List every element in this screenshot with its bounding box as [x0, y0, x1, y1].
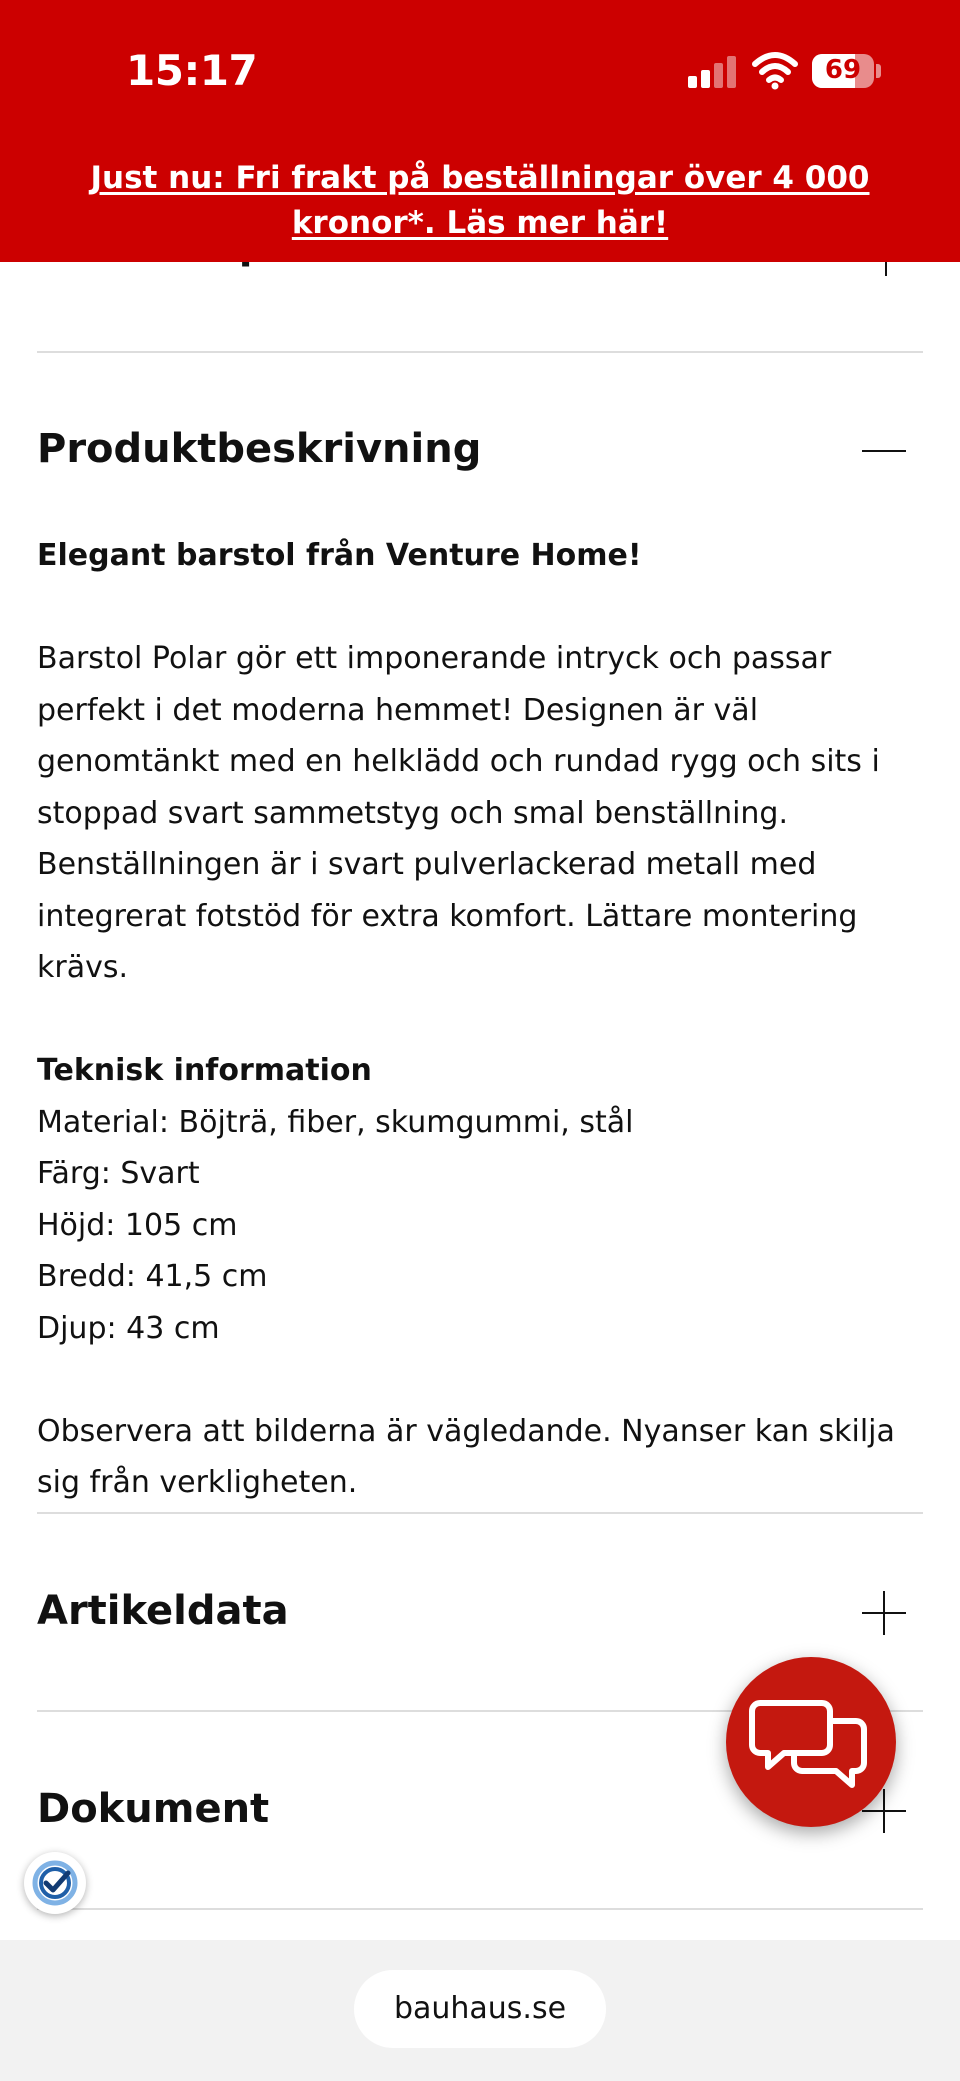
promo-link[interactable]: Just nu: Fri frakt på beställningar över 4 000 kronor*. Läs mer här!: [90, 160, 870, 241]
section-title-documents[interactable]: Dokument: [37, 1786, 270, 1832]
spec-width: Bredd: 41,5 cm: [37, 1259, 268, 1294]
address-bar[interactable]: bauhaus.se: [354, 1970, 606, 2048]
divider: [37, 1908, 923, 1910]
spec-height: Höjd: 105 cm: [37, 1207, 238, 1243]
spec-color: Färg: Svart: [37, 1156, 200, 1191]
chat-button[interactable]: [726, 1657, 896, 1827]
divider: [37, 351, 923, 353]
status-time: 15:17: [126, 46, 258, 95]
battery-icon: [812, 54, 874, 88]
disclaimer-note: Observera att bilderna är vägledande. Nyanser kan skilja sig från verkligheten.: [37, 1413, 895, 1500]
product-heading: Elegant barstol från Venture Home!: [37, 538, 642, 573]
product-paragraph: Barstol Polar gör ett imponerande intryck och passar perfekt i det moderna hemmet! Designen är väl genomtänkt med en helklädd och rundad rygg och sits i stoppad svart sammetstyg och smal benställning. Benställningen är i svart pulverlackerad metall med integrerat fotstöd för extra komfort. Lättare montering krävs.: [37, 641, 880, 985]
plus-icon[interactable]: [862, 1591, 906, 1635]
section-title-product-description[interactable]: Produktbeskrivning: [37, 426, 482, 472]
section-title-article-data[interactable]: Artikeldata: [37, 1588, 289, 1634]
battery-tip: [876, 64, 881, 78]
trust-badge[interactable]: [24, 1852, 86, 1914]
minus-icon[interactable]: [862, 429, 906, 473]
wifi-icon: [752, 50, 798, 90]
spec-depth: Djup: 43 cm: [37, 1310, 220, 1346]
tech-info-heading: Teknisk information: [37, 1053, 372, 1088]
cellular-signal-icon: [688, 56, 740, 88]
checkmark-shield-icon: [24, 1852, 86, 1914]
spec-material: Material: Böjträ, fiber, skumgummi, stål: [37, 1104, 634, 1140]
product-description-content: [37, 530, 927, 1509]
divider: [37, 1512, 923, 1514]
chat-bubbles-icon: [726, 1657, 896, 1827]
header-banner: [0, 0, 960, 262]
battery-level: 69: [824, 55, 862, 85]
browser-bottom-bar: [0, 1940, 960, 2081]
